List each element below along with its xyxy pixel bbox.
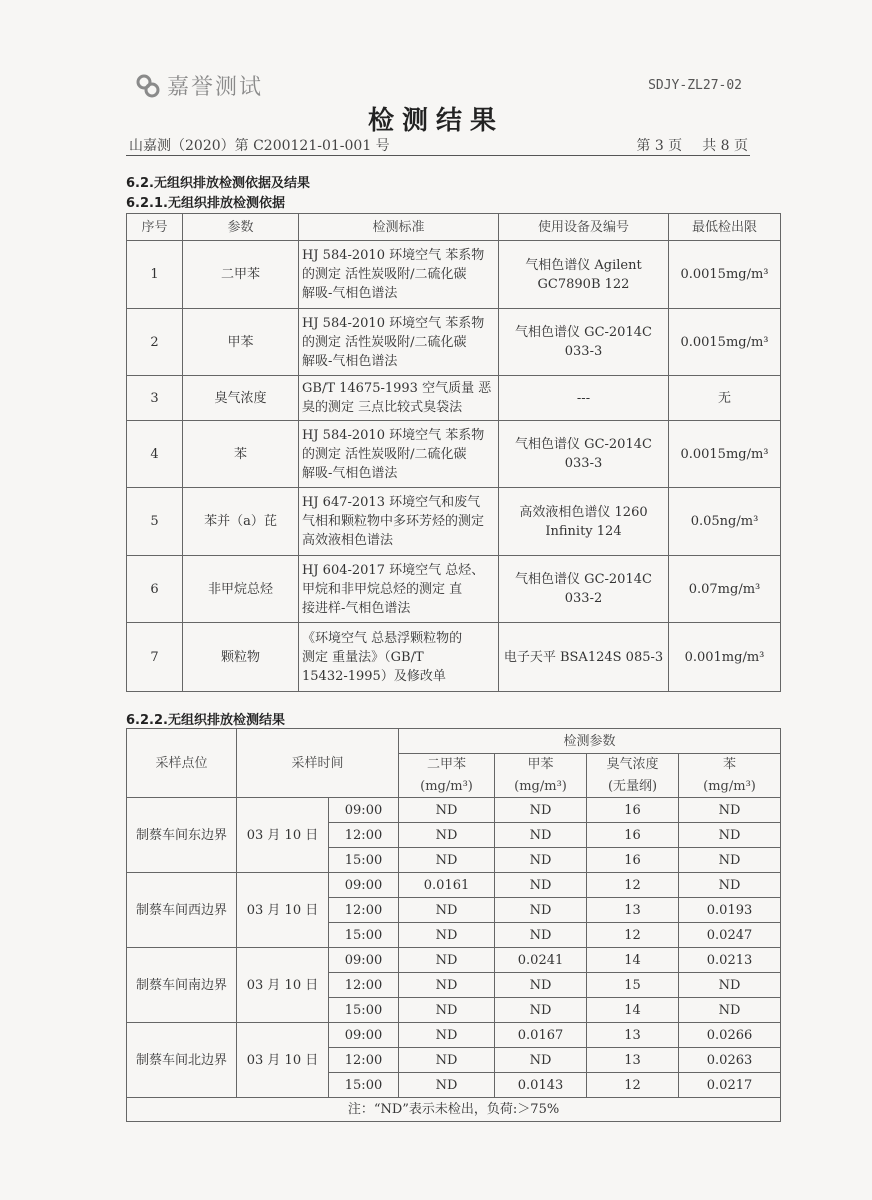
column-header: 最低检出限 xyxy=(669,214,781,241)
equipment-line: 气相色谱仪 GC-2014C xyxy=(515,437,652,452)
result-value: 13 xyxy=(587,1048,679,1073)
result-value: 14 xyxy=(587,948,679,973)
result-value: ND xyxy=(495,798,587,823)
result-value: 0.0217 xyxy=(679,1073,781,1098)
equipment-cell xyxy=(499,241,669,309)
param-name: 臭气浓度 xyxy=(587,754,679,776)
result-value: ND xyxy=(399,1048,495,1073)
equipment-cell xyxy=(499,556,669,623)
brand-name: 嘉誉测试 xyxy=(167,75,264,100)
equipment-line: 033-3 xyxy=(564,456,603,471)
row-number: 5 xyxy=(127,488,183,556)
equipment-cell xyxy=(499,488,669,556)
basis-table xyxy=(126,213,781,692)
section-heading: 6.2.无组织排放检测依据及结果 xyxy=(126,176,310,191)
table-row xyxy=(127,1098,781,1122)
equipment-line: 033-3 xyxy=(564,344,603,359)
brand-mark-icon xyxy=(135,73,161,99)
sampling-time: 12:00 xyxy=(329,973,399,998)
time-header: 采样时间 xyxy=(237,729,399,798)
result-value: ND xyxy=(399,973,495,998)
result-value: ND xyxy=(679,823,781,848)
table-row xyxy=(127,421,781,488)
equipment-line: 气相色谱仪 GC-2014C xyxy=(515,325,652,340)
parameter-name: 苯并（a）芘 xyxy=(183,488,299,556)
result-value: 0.0263 xyxy=(679,1048,781,1073)
page-total: 共 8 页 xyxy=(702,138,748,154)
sampling-site: 制蔡车间北边界 xyxy=(127,1023,237,1098)
result-value: ND xyxy=(495,1048,587,1073)
report-number: 山嘉测（2020）第 C200121-01-001 号 xyxy=(129,138,390,154)
sampling-site: 制蔡车间东边界 xyxy=(127,798,237,873)
sampling-time: 09:00 xyxy=(329,1023,399,1048)
result-value: 0.0167 xyxy=(495,1023,587,1048)
result-value: ND xyxy=(679,873,781,898)
standard-cell xyxy=(299,556,499,623)
standard-line: 解吸-气相色谱法 xyxy=(302,465,398,481)
result-value: ND xyxy=(679,798,781,823)
result-value: ND xyxy=(399,848,495,873)
result-value: 14 xyxy=(587,998,679,1023)
sampling-date: 03 月 10 日 xyxy=(237,798,329,873)
table-header-row xyxy=(127,729,781,754)
equipment-cell xyxy=(499,376,669,421)
company-logo xyxy=(135,70,263,101)
standard-line: 《环境空气 总悬浮颗粒物的 xyxy=(302,630,463,646)
row-number: 3 xyxy=(127,376,183,421)
equipment-line: GC7890B 122 xyxy=(537,276,630,292)
standard-line: 接进样-气相色谱法 xyxy=(302,600,411,616)
detection-limit: 无 xyxy=(669,376,781,421)
result-value: 0.0247 xyxy=(679,923,781,948)
param-name: 苯 xyxy=(679,754,781,776)
equipment-line: 电子天平 BSA124S 085-3 xyxy=(503,649,664,665)
standard-cell xyxy=(299,309,499,376)
standard-line: 的测定 活性炭吸附/二硫化碳 xyxy=(302,267,467,282)
param-unit: (无量纲) xyxy=(587,776,679,798)
result-value: ND xyxy=(679,848,781,873)
table-row xyxy=(127,1023,781,1048)
result-value: 16 xyxy=(587,798,679,823)
result-value: ND xyxy=(495,973,587,998)
standard-line: 测定 重量法》（GB/T xyxy=(302,649,424,665)
equipment-line: 气相色谱仪 Agilent xyxy=(525,257,642,273)
row-number: 6 xyxy=(127,556,183,623)
result-value: ND xyxy=(399,923,495,948)
result-value: ND xyxy=(495,923,587,948)
result-value: ND xyxy=(399,798,495,823)
table-row xyxy=(127,873,781,898)
document-code: SDJY-ZL27-02 xyxy=(648,78,742,93)
sampling-time: 12:00 xyxy=(329,823,399,848)
column-header: 参数 xyxy=(183,214,299,241)
sampling-time: 15:00 xyxy=(329,848,399,873)
sampling-date: 03 月 10 日 xyxy=(237,873,329,948)
detection-limit: 0.0015mg/m³ xyxy=(669,421,781,488)
standard-cell xyxy=(299,376,499,421)
standard-line: 高效液相色谱法 xyxy=(302,533,394,548)
result-value: ND xyxy=(399,998,495,1023)
results-table xyxy=(126,728,781,1122)
result-value: 15 xyxy=(587,973,679,998)
standard-line: 的测定 活性炭吸附/二硫化碳 xyxy=(302,446,467,462)
equipment-line: 033-2 xyxy=(564,591,603,606)
column-header: 检测标准 xyxy=(299,214,499,241)
page-title: 检测结果 xyxy=(367,106,504,136)
result-value: ND xyxy=(495,848,587,873)
sampling-site: 制蔡车间西边界 xyxy=(127,873,237,948)
result-value: ND xyxy=(495,873,587,898)
result-value: 0.0161 xyxy=(399,873,495,898)
sampling-date: 03 月 10 日 xyxy=(237,948,329,1023)
result-value: ND xyxy=(399,823,495,848)
detection-limit: 0.0015mg/m³ xyxy=(669,309,781,376)
column-header: 序号 xyxy=(127,214,183,241)
sampling-time: 09:00 xyxy=(329,873,399,898)
table-row xyxy=(127,556,781,623)
result-value: 12 xyxy=(587,873,679,898)
result-value: 0.0213 xyxy=(679,948,781,973)
standard-line: GB/T 14675-1993 空气质量 恶 xyxy=(302,381,492,396)
result-value: ND xyxy=(495,998,587,1023)
parameter-name: 非甲烷总烃 xyxy=(183,556,299,623)
equipment-line: 气相色谱仪 GC-2014C xyxy=(515,572,652,587)
result-value: ND xyxy=(495,823,587,848)
site-header: 采样点位 xyxy=(127,729,237,798)
result-value: 0.0143 xyxy=(495,1073,587,1098)
table-row xyxy=(127,241,781,309)
table-row xyxy=(127,488,781,556)
result-value: ND xyxy=(495,898,587,923)
standard-line: 甲烷和非甲烷总烃的测定 直 xyxy=(302,581,463,597)
basis-heading: 6.2.1.无组织排放检测依据 xyxy=(126,196,285,211)
standard-line: 解吸-气相色谱法 xyxy=(302,353,398,369)
standard-line: HJ 647-2013 环境空气和废气 xyxy=(302,495,481,510)
result-value: ND xyxy=(399,1023,495,1048)
standard-line: HJ 604-2017 环境空气 总烃、 xyxy=(302,562,485,578)
result-value: ND xyxy=(679,973,781,998)
standard-cell xyxy=(299,421,499,488)
standard-line: HJ 584-2010 环境空气 苯系物 xyxy=(302,315,485,331)
standard-line: 的测定 活性炭吸附/二硫化碳 xyxy=(302,334,467,350)
parameter-name: 苯 xyxy=(183,421,299,488)
result-value: ND xyxy=(399,948,495,973)
result-value: 0.0266 xyxy=(679,1023,781,1048)
params-header: 检测参数 xyxy=(399,729,781,754)
result-value: 13 xyxy=(587,898,679,923)
column-header: 使用设备及编号 xyxy=(499,214,669,241)
result-value: ND xyxy=(399,1073,495,1098)
sampling-site: 制蔡车间南边界 xyxy=(127,948,237,1023)
param-unit: (mg/m³) xyxy=(495,776,587,798)
result-value: 0.0241 xyxy=(495,948,587,973)
sampling-time: 09:00 xyxy=(329,798,399,823)
row-number: 2 xyxy=(127,309,183,376)
sampling-time: 15:00 xyxy=(329,1073,399,1098)
sampling-time: 15:00 xyxy=(329,923,399,948)
parameter-name: 颗粒物 xyxy=(183,623,299,692)
equipment-cell xyxy=(499,623,669,692)
param-unit: (mg/m³) xyxy=(679,776,781,798)
table-row xyxy=(127,623,781,692)
result-value: 13 xyxy=(587,1023,679,1048)
sampling-date: 03 月 10 日 xyxy=(237,1023,329,1098)
param-name: 甲苯 xyxy=(495,754,587,776)
table-row xyxy=(127,948,781,973)
table-row xyxy=(127,309,781,376)
result-value: 12 xyxy=(587,923,679,948)
standard-line: HJ 584-2010 环境空气 苯系物 xyxy=(302,248,485,263)
table-note: 注：“ND”表示未检出，负荷:＞75% xyxy=(127,1098,781,1122)
param-name: 二甲苯 xyxy=(399,754,495,776)
page-indicator xyxy=(632,135,748,155)
detection-limit: 0.05ng/m³ xyxy=(669,488,781,556)
equipment-cell xyxy=(499,309,669,376)
standard-cell xyxy=(299,488,499,556)
result-value: 0.0193 xyxy=(679,898,781,923)
sampling-time: 15:00 xyxy=(329,998,399,1023)
page-number: 第 3 页 xyxy=(636,138,683,154)
row-number: 7 xyxy=(127,623,183,692)
detection-limit: 0.0015mg/m³ xyxy=(669,241,781,309)
row-number: 1 xyxy=(127,241,183,309)
row-number: 4 xyxy=(127,421,183,488)
table-header-row xyxy=(127,214,781,241)
equipment-line: 高效液相色谱仪 1260 xyxy=(519,504,648,520)
sampling-time: 12:00 xyxy=(329,1048,399,1073)
standard-line: 15432-1995）及修改单 xyxy=(302,668,446,684)
result-value: 12 xyxy=(587,1073,679,1098)
standard-line: 气相和颗粒物中多环芳烃的测定 xyxy=(302,514,485,529)
detection-limit: 0.07mg/m³ xyxy=(669,556,781,623)
sampling-time: 12:00 xyxy=(329,898,399,923)
results-heading: 6.2.2.无组织排放检测结果 xyxy=(126,713,285,728)
equipment-line: Infinity 124 xyxy=(545,523,622,539)
detection-limit: 0.001mg/m³ xyxy=(669,623,781,692)
standard-cell xyxy=(299,623,499,692)
result-value: ND xyxy=(679,998,781,1023)
equipment-line: --- xyxy=(576,390,591,406)
result-value: ND xyxy=(399,898,495,923)
table-row xyxy=(127,798,781,823)
standard-line: 臭的测定 三点比较式臭袋法 xyxy=(302,400,463,415)
standard-line: 解吸-气相色谱法 xyxy=(302,286,398,301)
parameter-name: 甲苯 xyxy=(183,309,299,376)
report-number-line xyxy=(126,133,750,156)
standard-cell xyxy=(299,241,499,309)
param-unit: (mg/m³) xyxy=(399,776,495,798)
parameter-name: 臭气浓度 xyxy=(183,376,299,421)
result-value: 16 xyxy=(587,823,679,848)
equipment-cell xyxy=(499,421,669,488)
result-value: 16 xyxy=(587,848,679,873)
parameter-name: 二甲苯 xyxy=(183,241,299,309)
standard-line: HJ 584-2010 环境空气 苯系物 xyxy=(302,427,485,443)
table-row xyxy=(127,376,781,421)
sampling-time: 09:00 xyxy=(329,948,399,973)
